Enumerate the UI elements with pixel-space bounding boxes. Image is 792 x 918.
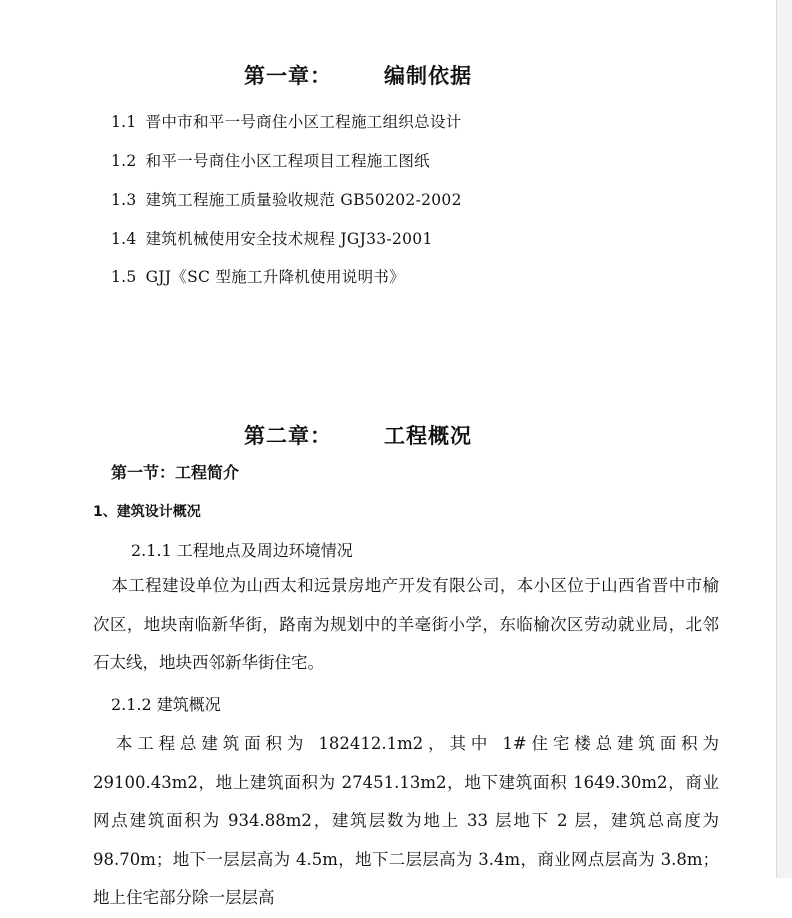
chapter-2-heading [0, 420, 716, 450]
basis-item-text: 和平一号商住小区工程项目工程施工图纸 [145, 152, 430, 170]
basis-item-text: GJJ《SC 型施工升降机使用说明书》 [145, 268, 405, 286]
basis-item-number: 1.1 [111, 113, 137, 131]
location-paragraph-text: 本工程建设单位为山西太和远景房地产开发有限公司，本小区位于山西省晋中市榆次区，地块南临新华街，路南为规划中的羊毫街小学，东临榆次区劳动就业局，北邻石太线，地块西邻新华街住宅。 [93, 576, 719, 672]
basis-item-text: 建筑机械使用安全技术规程 JGJ33-2001 [145, 230, 433, 248]
basis-item-text: 晋中市和平一号商住小区工程施工组织总设计 [145, 113, 462, 131]
page-edge [776, 0, 792, 878]
chapter-2-label: 第二章： [244, 424, 332, 448]
basis-item [111, 188, 462, 210]
basis-item [111, 227, 433, 249]
building-paragraph-text: 本工程总建筑面积为 182412.1m2，其中 1#住宅楼总建筑面积为 29100.43m2，地上建筑面积为 27451.13m2，地下建筑面积 1649.30m2，商业网点建筑面积为 934.88m2，建筑层数为地上 33 层地下 2 层，建筑总高度为 98.70m；地下一层层高为 4.5m，地下二层层高为 3.4m，商业网点层高为 3.8m；地上住宅部分除一层层高 [93, 734, 719, 907]
basis-item [111, 265, 405, 287]
basis-item-number: 1.5 [111, 268, 137, 286]
building-paragraph [93, 725, 719, 907]
basis-item [111, 149, 430, 171]
building-design-subtitle: 1、建筑设计概况 [93, 504, 201, 520]
chapter-1-title: 编制依据 [384, 64, 472, 88]
basis-item-number: 1.4 [111, 230, 137, 248]
heading-2-1-1: 2.1.1 工程地点及周边环境情况 [131, 541, 353, 560]
chapter-2-title: 工程概况 [384, 424, 472, 448]
basis-item [111, 110, 462, 132]
chapter-1-heading [0, 60, 716, 90]
location-paragraph [93, 567, 719, 683]
basis-item-number: 1.3 [111, 191, 137, 209]
basis-item-number: 1.2 [111, 152, 137, 170]
heading-2-1-2: 2.1.2 建筑概况 [111, 695, 221, 714]
chapter-1-label: 第一章： [244, 64, 332, 88]
section-1-title: 第一节：工程简介 [111, 463, 240, 482]
basis-item-text: 建筑工程施工质量验收规范 GB50202-2002 [145, 191, 462, 209]
